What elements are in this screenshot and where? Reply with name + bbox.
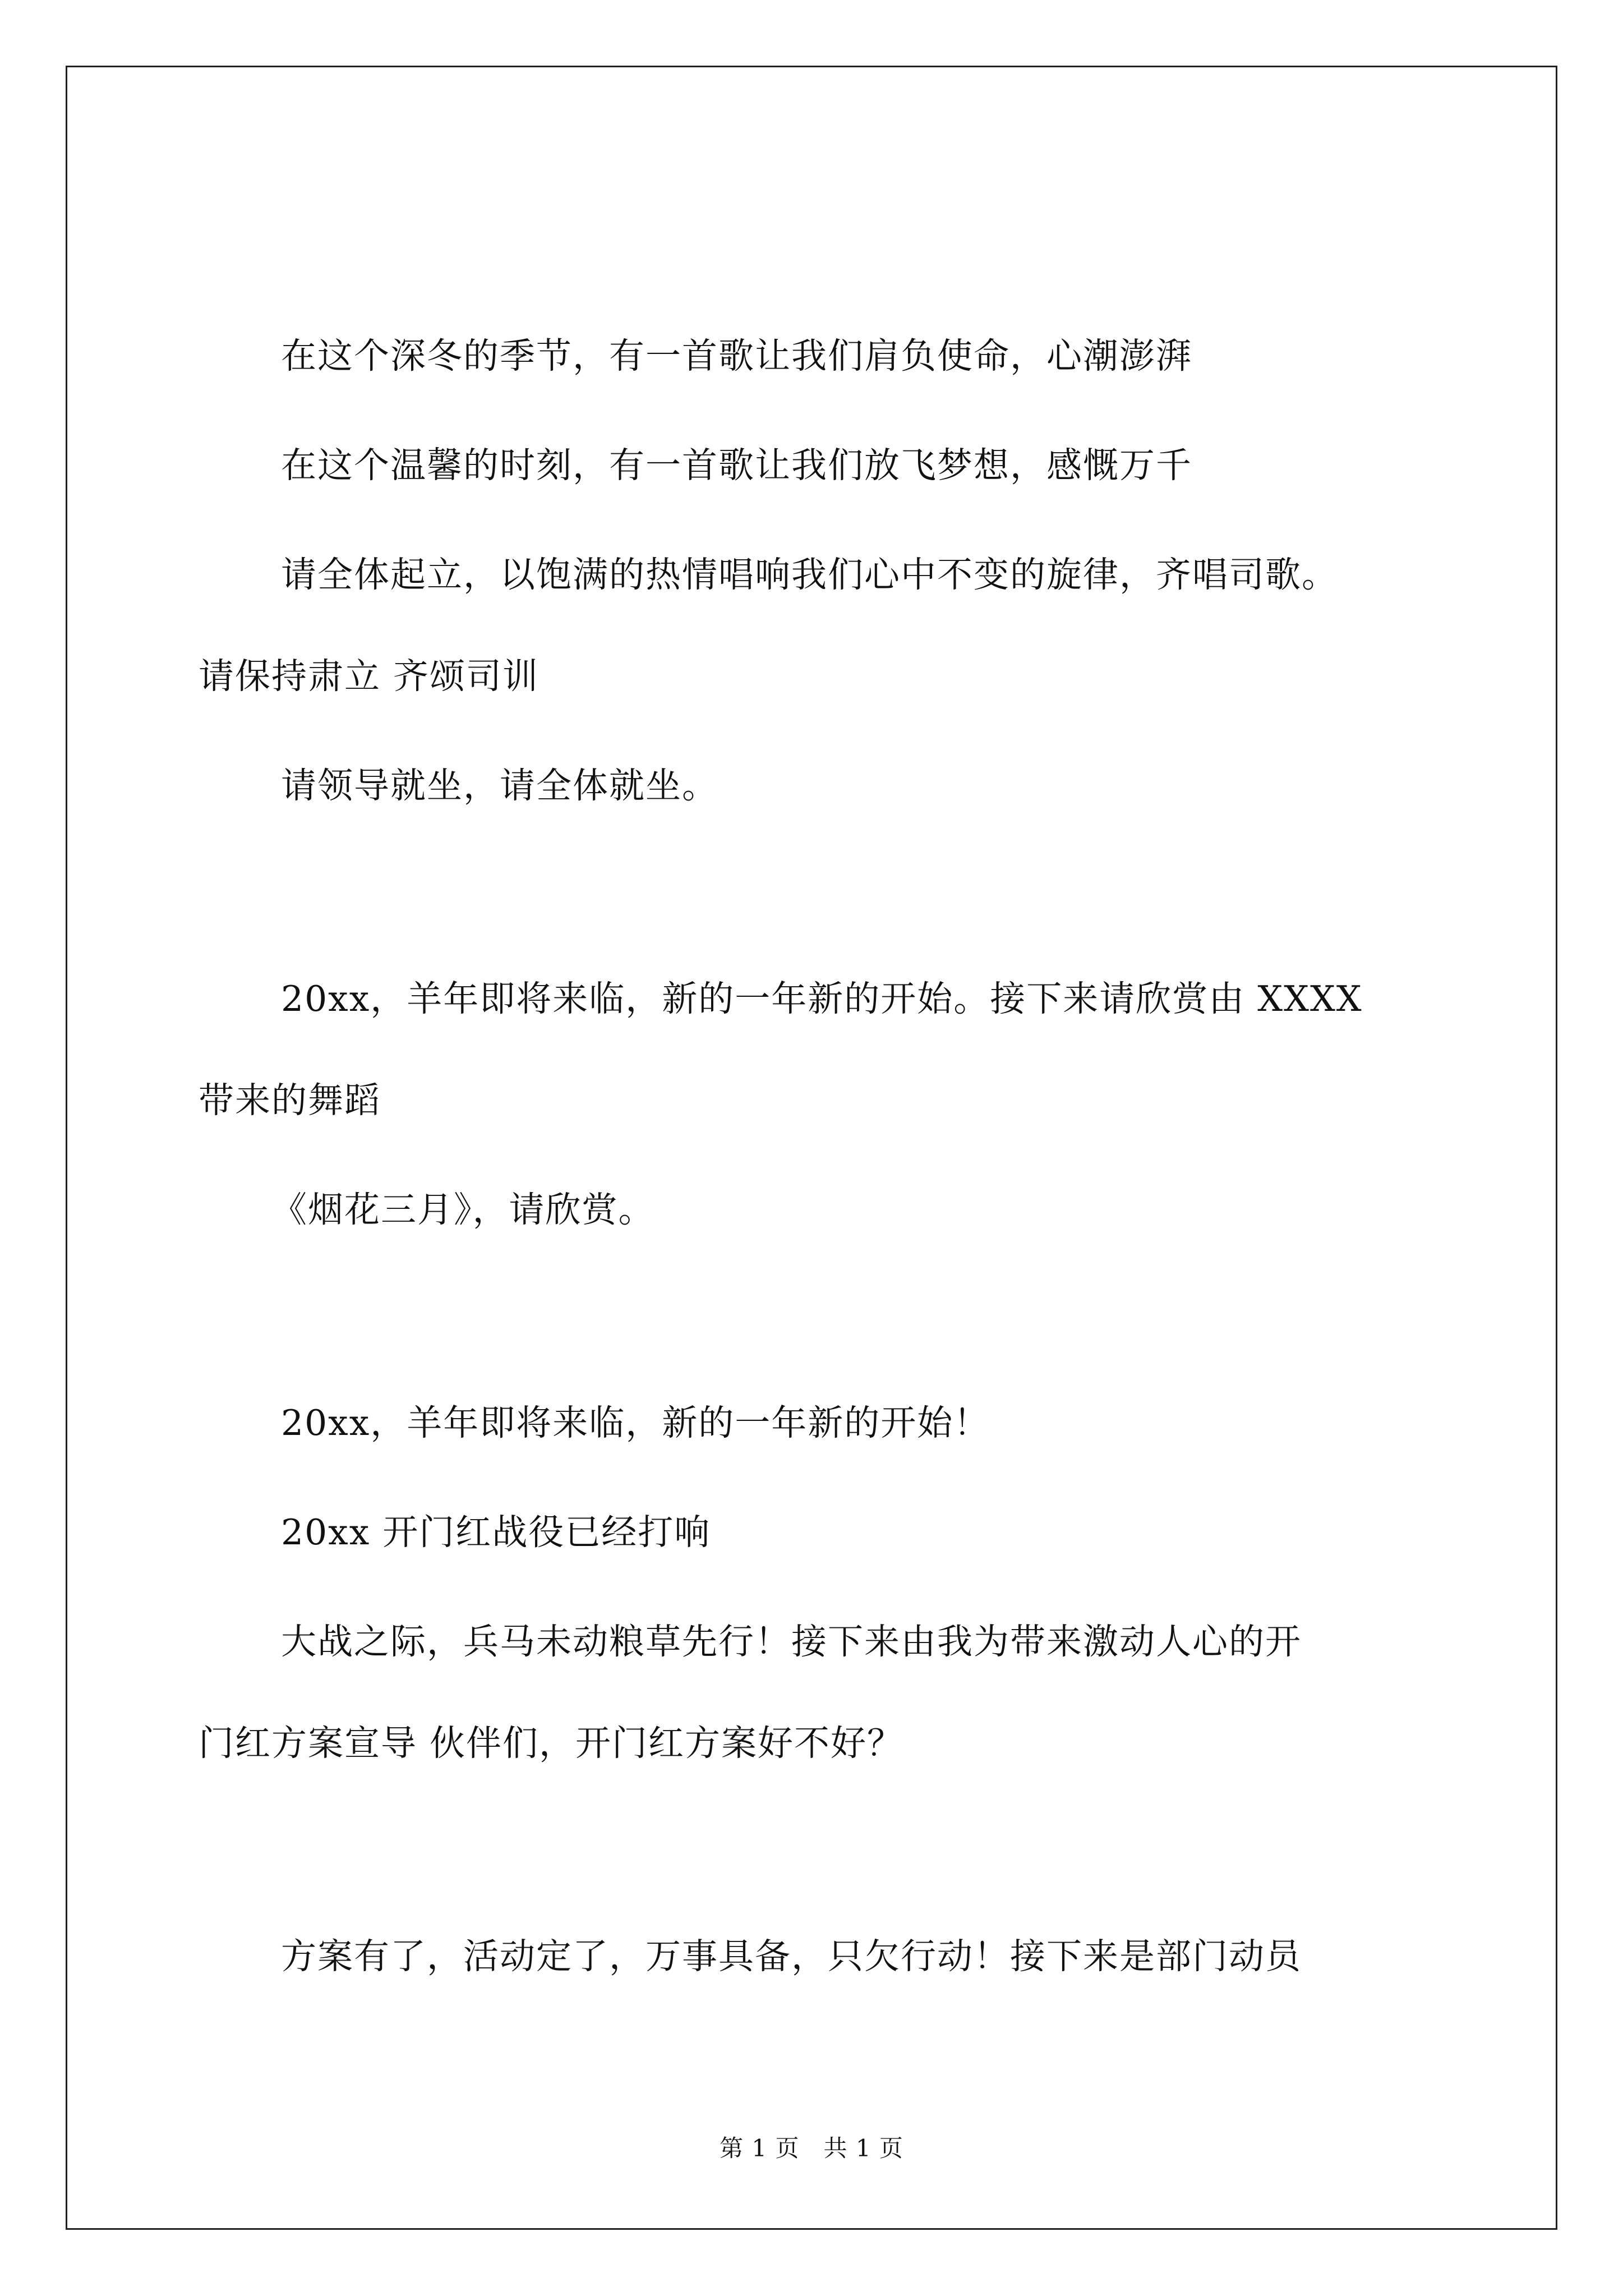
- text-line: 方案有了，活动定了，万事具备，只欠行动！接下来是部门动员: [281, 1936, 1302, 1977]
- page-footer: 第 1 页 共 1 页: [720, 2134, 903, 2162]
- text-line: 在这个温馨的时刻，有一首歌让我们放飞梦想，感慨万千: [281, 445, 1192, 486]
- text-line: 门红方案宣导 伙伴们，开门红方案好不好？: [199, 1723, 904, 1764]
- text-line: 《烟花三月》，请欣赏。: [271, 1189, 655, 1230]
- text-line: 20xx，羊年即将来临，新的一年新的开始！: [281, 1402, 990, 1443]
- text-line: 20xx，羊年即将来临，新的一年新的开始。接下来请欣赏由 XXXX: [281, 978, 1363, 1019]
- text-line: 请全体起立，以饱满的热情唱响我们心中不变的旋律，齐唱司歌。: [281, 554, 1338, 595]
- text-line: 在这个深冬的季节，有一首歌让我们肩负使命，心潮澎湃: [281, 335, 1192, 376]
- page-border: [66, 66, 1557, 2230]
- text-line: 请保持肃立 齐颂司训: [199, 656, 540, 697]
- text-line: 20xx 开门红战役已经打响: [281, 1512, 711, 1553]
- text-line: 请领导就坐，请全体就坐。: [281, 765, 718, 806]
- text-line: 带来的舞蹈: [199, 1080, 381, 1121]
- text-line: 大战之际，兵马未动粮草先行！接下来由我为带来激动人心的开: [281, 1621, 1302, 1662]
